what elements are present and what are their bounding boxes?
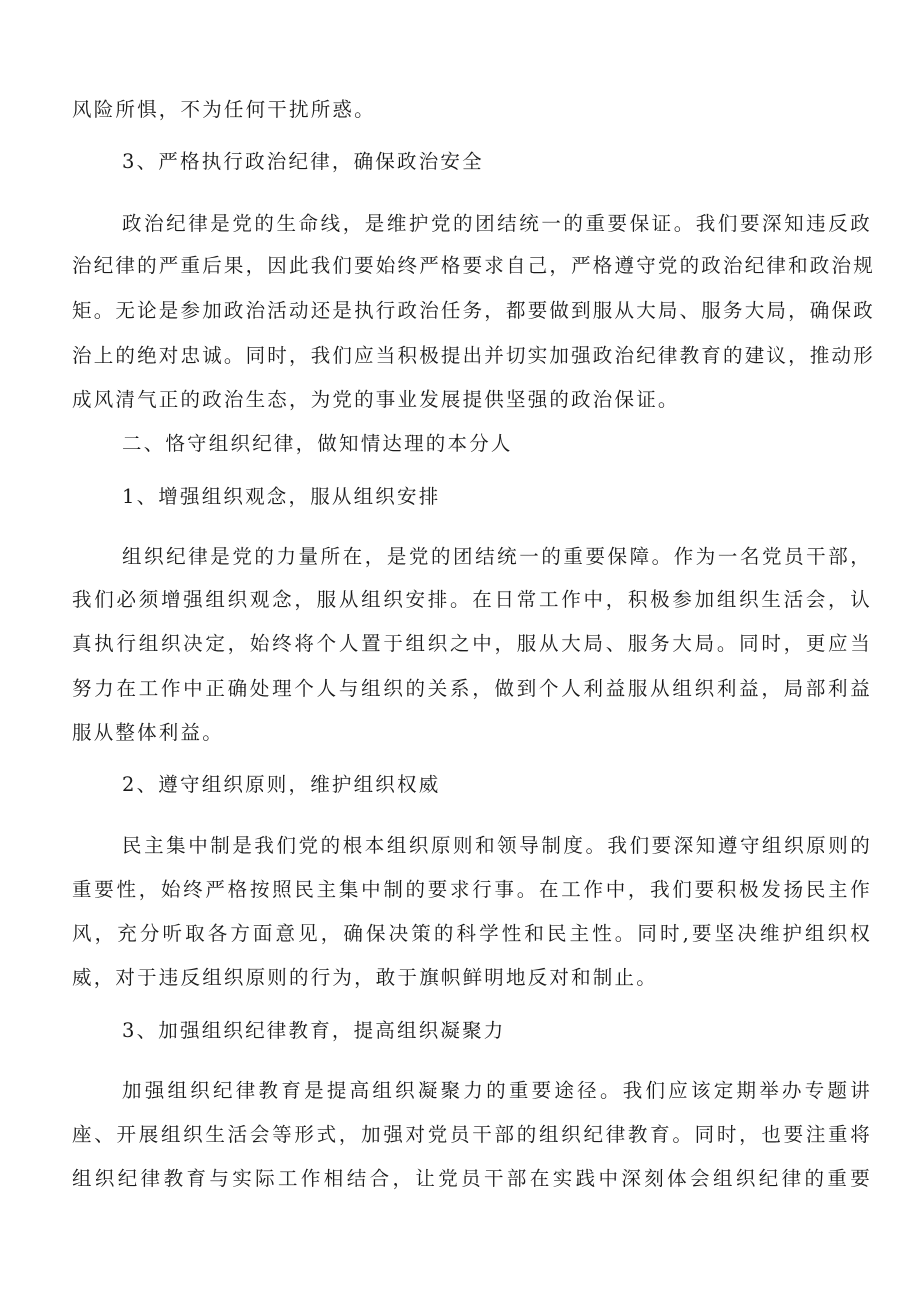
paragraph-line: 政治纪律是党的生命线，是维护党的团结统一的重要保证。我们要深知违反政 xyxy=(122,212,872,235)
paragraph-line: 努力在工作中正确处理个人与组织的关系，做到个人利益服从组织利益，局部利益 xyxy=(72,677,872,700)
section-heading-3-organizational-education: 3、加强组织纪律教育，提高组织凝聚力 xyxy=(122,1019,506,1042)
paragraph-line: 矩。无论是参加政治活动还是执行政治任务，都要做到服从大局、服务大局，确保政 xyxy=(72,299,875,322)
paragraph-line: 治纪律的严重后果，因此我们要始终严格要求自己，严格遵守党的政治纪律和政治规 xyxy=(72,254,875,277)
section-heading-2-organizational-principles: 2、遵守组织原则，维护组织权威 xyxy=(122,773,441,796)
paragraph-line: 组织纪律是党的力量所在，是党的团结统一的重要保障。作为一名党员干部， xyxy=(122,545,872,568)
paragraph-line: 风，充分听取各方面意见，确保决策的科学性和民主性。同时,要坚决维护组织权 xyxy=(72,922,872,945)
paragraph-line: 风险所惧，不为任何干扰所惑。 xyxy=(72,98,376,121)
section-heading-1-organizational-concept: 1、增强组织观念，服从组织安排 xyxy=(122,485,441,508)
paragraph-line: 组织纪律教育与实际工作相结合，让党员干部在实践中深刻体会组织纪律的重要 xyxy=(72,1167,872,1190)
paragraph-line: 真执行组织决定，始终将个人置于组织之中，服从大局、服务大局。同时，更应当 xyxy=(72,632,872,655)
paragraph-line: 威，对于违反组织原则的行为，敢于旗帜鲜明地反对和制止。 xyxy=(72,966,658,989)
paragraph-line: 成风清气正的政治生态，为党的事业发展提供坚强的政治保证。 xyxy=(72,388,680,411)
paragraph-line: 座、开展组织生活会等形式，加强对党员干部的组织纪律教育。同时，也要注重将 xyxy=(72,1123,872,1146)
paragraph-line: 加强组织纪律教育是提高组织凝聚力的重要途径。我们应该定期举办专题讲 xyxy=(122,1079,872,1102)
section-heading-3-political-discipline: 3、严格执行政治纪律，确保政治安全 xyxy=(122,150,484,173)
paragraph-line: 服从整体利益。 xyxy=(72,721,224,744)
paragraph-line: 治上的绝对忠诚。同时，我们应当积极提出并切实加强政治纪律教育的建议，推动形 xyxy=(72,344,875,367)
section-heading-2-organizational-discipline: 二、恪守组织纪律，做知情达理的本分人 xyxy=(122,432,513,455)
paragraph-line: 我们必须增强组织观念，服从组织安排。在日常工作中，积极参加组织生活会，认 xyxy=(72,588,872,611)
paragraph-line: 重要性，始终严格按照民主集中制的要求行事。在工作中，我们要积极发扬民主作 xyxy=(72,878,872,901)
paragraph-line: 民主集中制是我们党的根本组织原则和领导制度。我们要深知遵守组织原则的 xyxy=(122,834,872,857)
